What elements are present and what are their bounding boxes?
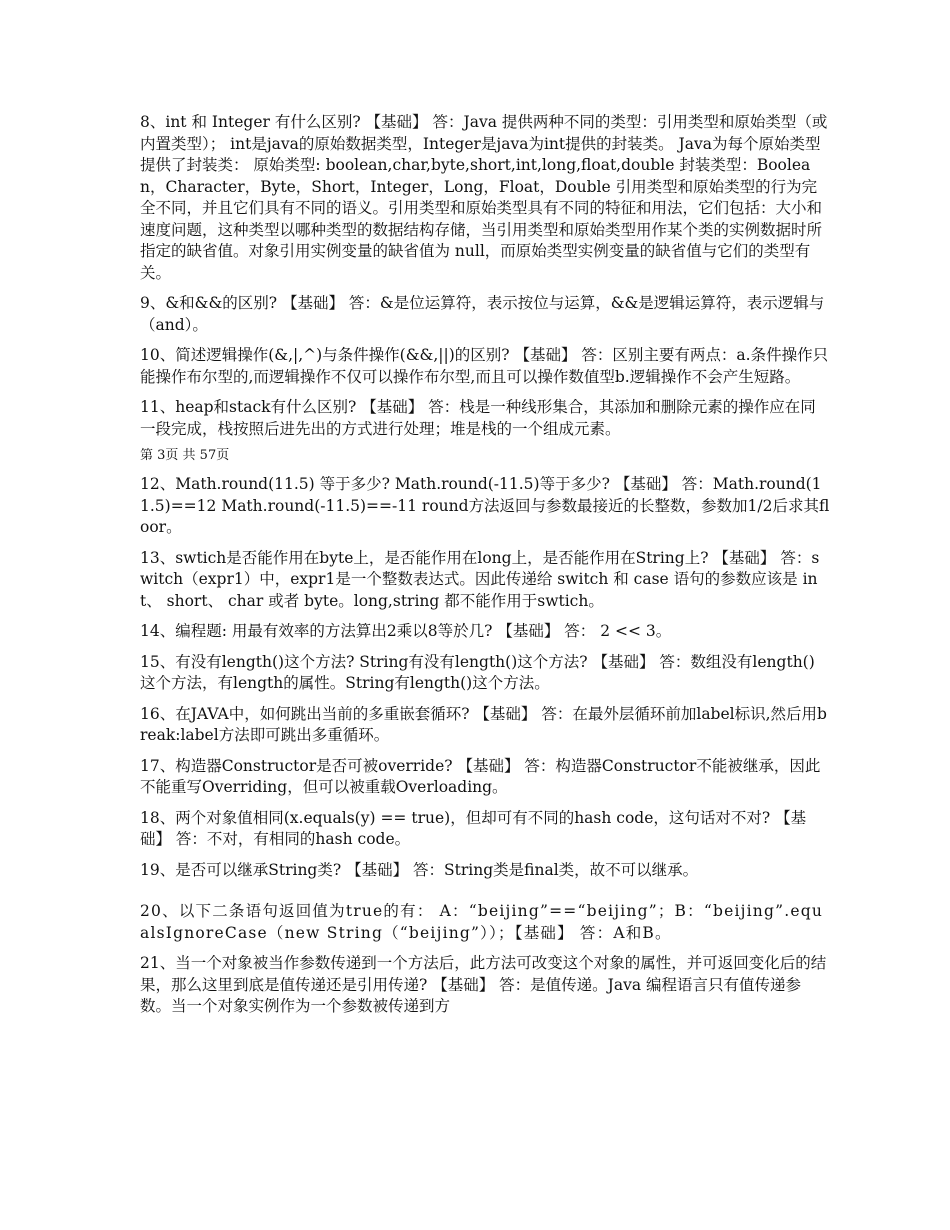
paragraph-q19: 19、是否可以继承String类? 【基础】 答：String类是final类，故不可以继承。 (140, 860, 699, 879)
paragraph-q14: 14、编程题: 用最有效率的方法算出2乘以8等於几? 【基础】 答： 2 << 3。 (140, 622, 672, 640)
paragraph-q11: 11、heap和stack有什么区别? 【基础】 答：栈是一种线形集合，其添加和删除元素的操作应在同一段完成，栈按照后进先出的方式进行处理；堆是栈的一个组成元素。 (140, 398, 816, 438)
paragraph-q8: 8、int 和 Integer 有什么区别? 【基础】 答：Java 提供两种不同的类型：引用类型和原始类型（或内置类型）； int是java的原始数据类型，Integer是java为int提供的封装类。 Java为每个原始类型提供了封装类： 原始类型: boolean,char,byte,short,int,long,float,double 封装类型：Boolean，Character，Byte，Short，Integer，Long，Float，Double 引用类型和原始类型的行为完全不同，并且它们具有不同的语义。引用类型和原始类型具有不同的特征和用法，它们包括：大小和速度问题，这种类型以哪种类型的数据结构存储，当引用类型和原始类型用作某个类的实例数据时所指定的缺省值。对象引用实例变量的缺省值为 null，而原始类型实例变量的缺省值与它们的类型有关。 (140, 113, 828, 282)
paragraph-q20: 20、以下二条语句返回值为true的有： A：“beijing”==“beijing”；B：“beijing”.equalsIgnoreCase（new String（“beijing”））；【基础】 答：A和B。 (140, 902, 824, 942)
paragraph-q16: 16、在JAVA中，如何跳出当前的多重嵌套循环? 【基础】 答：在最外层循环前加label标识,然后用break:label方法即可跳出多重循环。 (140, 704, 827, 744)
page-number: 第 3页 共 57页 (140, 448, 230, 463)
paragraph-q17: 17、构造器Constructor是否可被override? 【基础】 答：构造器Constructor不能被继承，因此不能重写Overriding，但可以被重载Overloading。 (140, 756, 821, 796)
document-page (140, 112, 830, 1027)
paragraph-q15: 15、有没有length()这个方法? String有没有length()这个方法? 【基础】 答：数组没有length()这个方法，有length的属性。String有length()这个方法。 (140, 652, 815, 692)
paragraph-q10: 10、简述逻辑操作(&,|,^)与条件操作(&&,||)的区别? 【基础】 答：区别主要有两点：a.条件操作只能操作布尔型的,而逻辑操作不仅可以操作布尔型,而且可以操作数值型b.逻辑操作不会产生短路。 (140, 346, 829, 386)
paragraph-q13: 13、swtich是否能作用在byte上，是否能作用在long上，是否能作用在String上? 【基础】 答：switch（expr1）中，expr1是一个整数表达式。因此传递给 switch 和 case 语句的参数应该是 int、 short、 char 或者 byte。long,string 都不能作用于swtich。 (140, 548, 820, 610)
paragraph-q18: 18、两个对象值相同(x.equals(y) == true)，但却可有不同的hash code，这句话对不对? 【基础】 答：不对，有相同的hash code。 (140, 808, 807, 848)
paragraph-q12: 12、Math.round(11.5) 等于多少? Math.round(-11.5)等于多少? 【基础】 答：Math.round(11.5)==12 Math.round(-11.5)==-11 round方法返回与参数最接近的长整数，参数加1/2后求其floor。 (140, 475, 830, 536)
paragraph-q21: 21、当一个对象被当作参数传递到一个方法后，此方法可改变这个对象的属性，并可返回变化后的结果，那么这里到底是值传递还是引用传递? 【基础】 答：是值传递。Java 编程语言只有值传递参数。当一个对象实例作为一个参数被传递到方 (140, 954, 827, 1015)
paragraph-q9: 9、&和&&的区别? 【基础】 答：&是位运算符，表示按位与运算，&&是逻辑运算符，表示逻辑与（and）。 (140, 294, 825, 334)
